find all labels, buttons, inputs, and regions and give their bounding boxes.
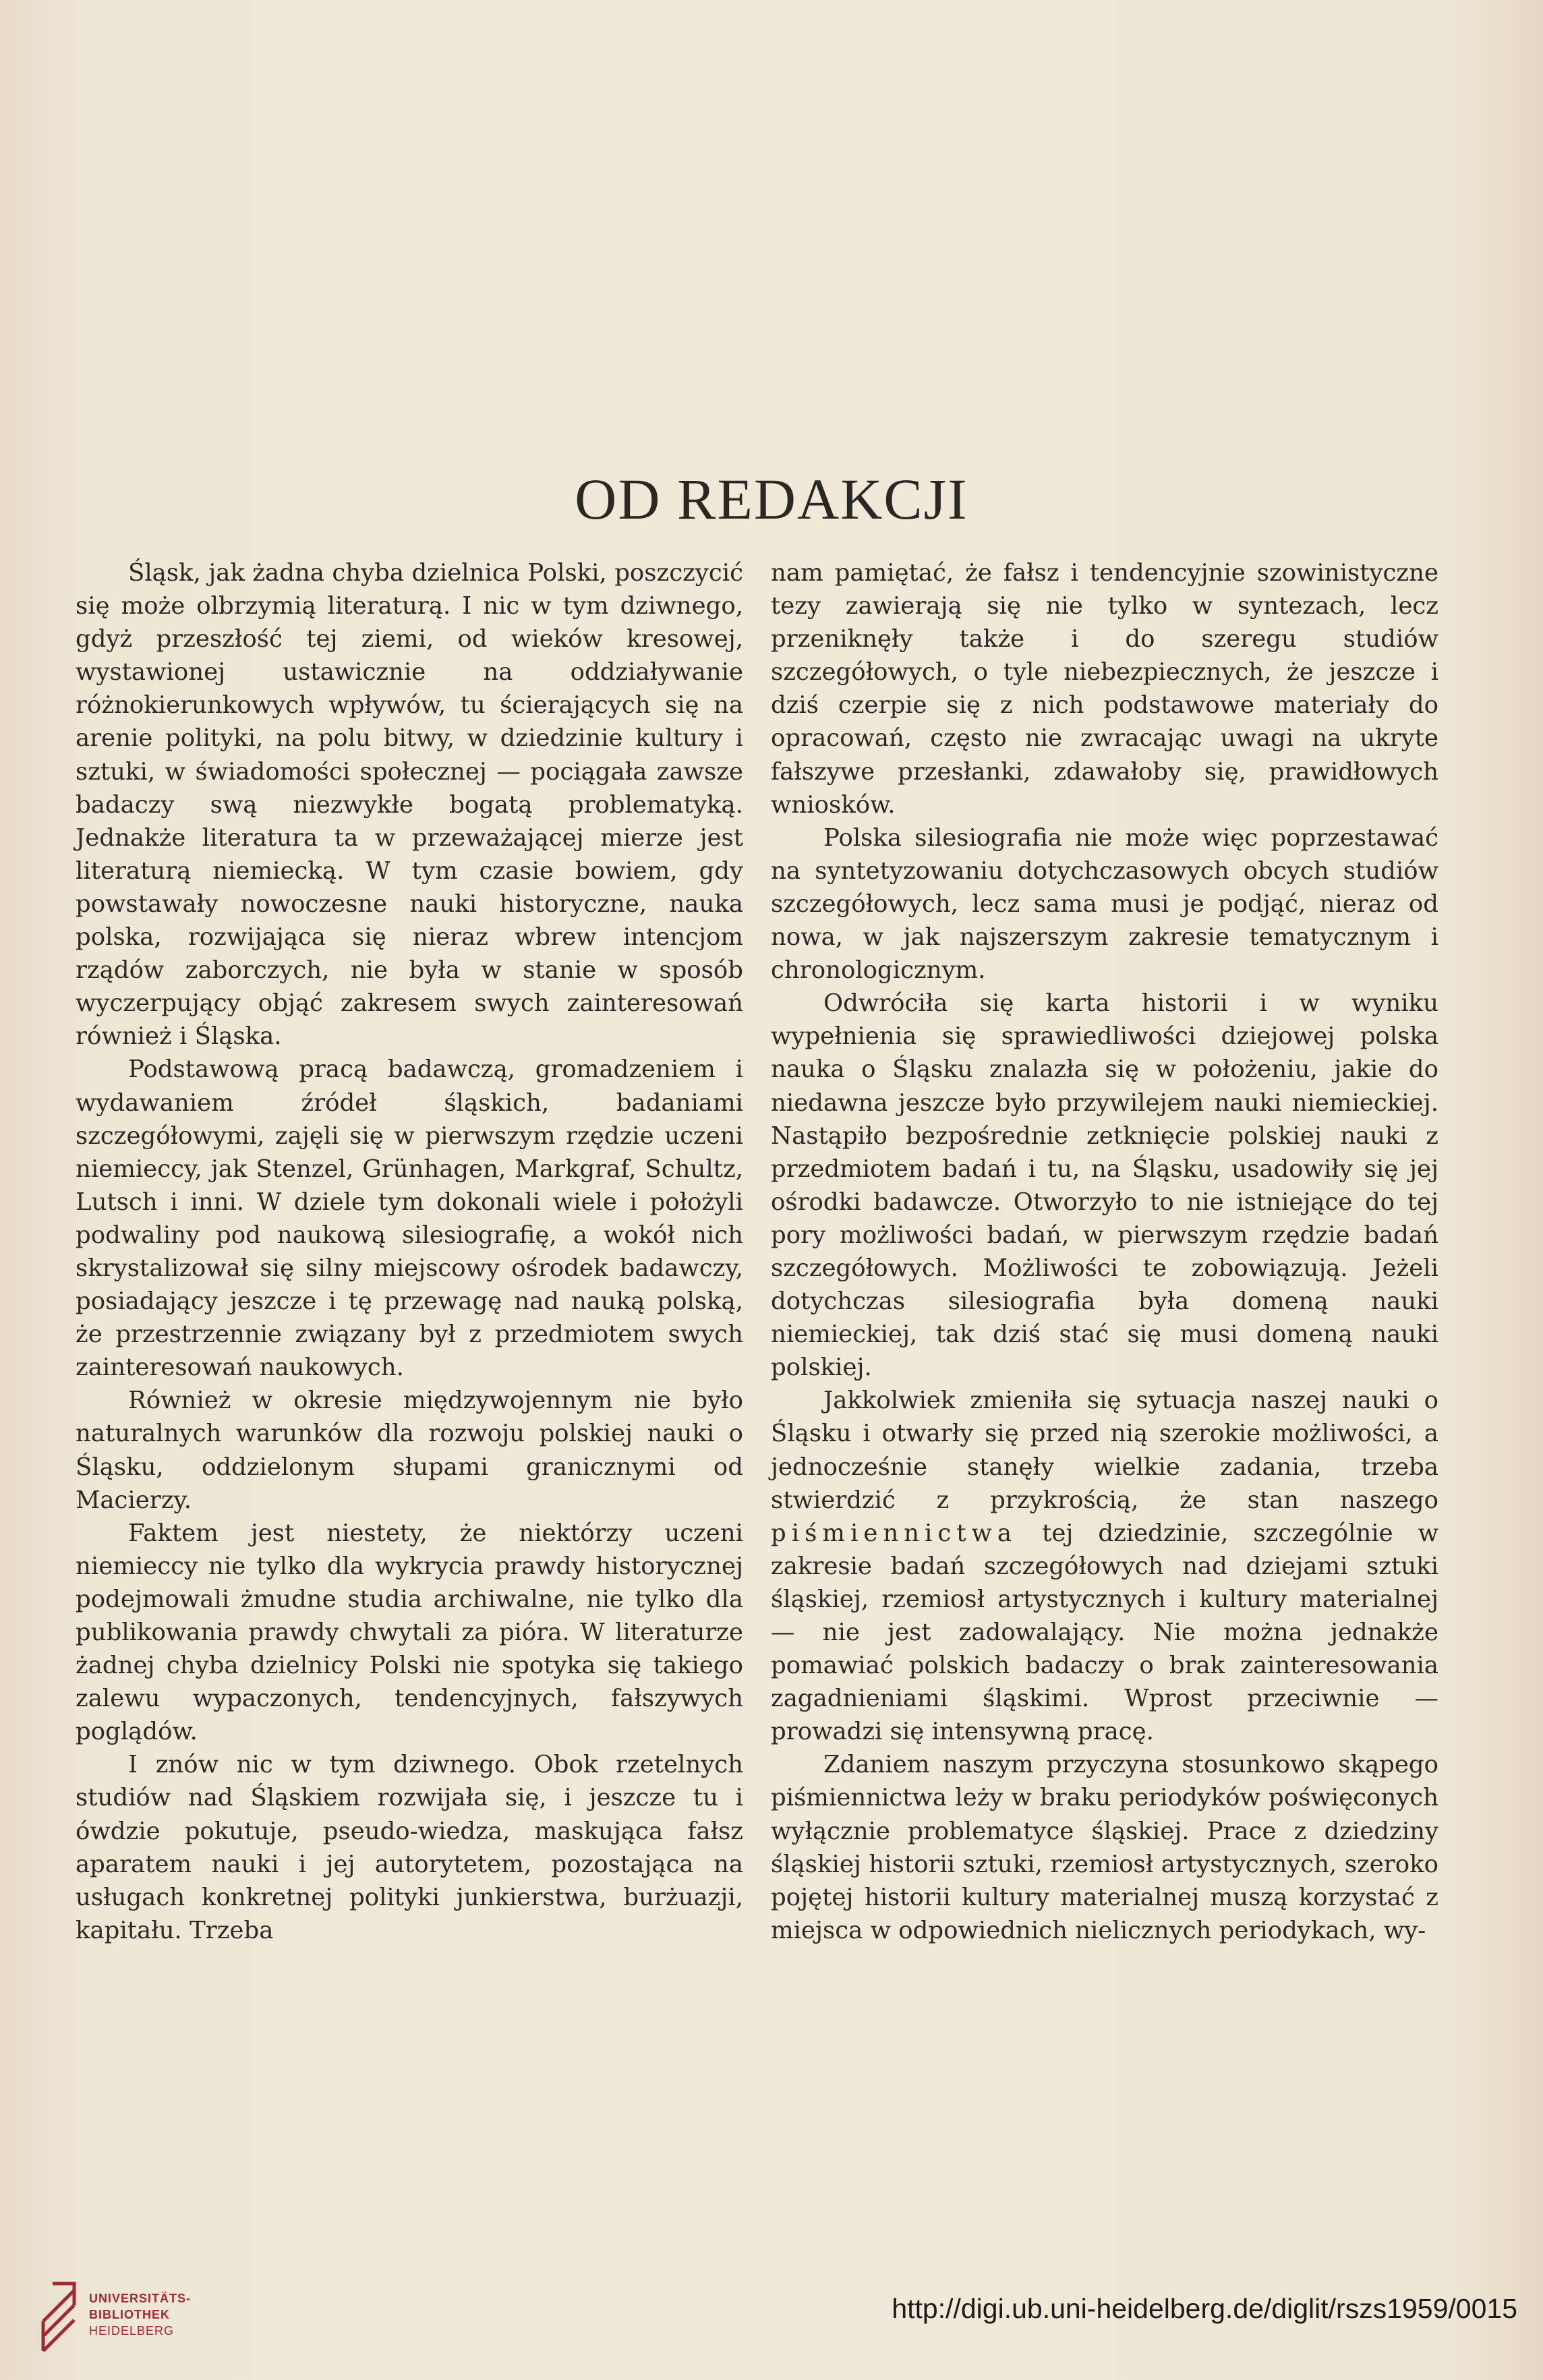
library-logo[interactable] xyxy=(39,2277,262,2364)
paragraph: Śląsk, jak żadna chyba dzielnica Polski, poszczycić się może olbrzymią literaturą. I nic w tym dziwnego, gdyż przeszłość tej ziemi, od wieków kresowej, wystawionej ustawicznie na oddziaływanie różnokierunkowych wpływów, tu ścierających się na arenie polityki, na polu bitwy, w dziedzinie kultury i sztuki, w świadomości społecznej — pociągała zawsze badaczy swą niezwykłe bogatą problematyką. Jednakże literatura ta w przeważającej mierze jest literaturą niemiecką. W tym czasie bowiem, gdy powstawały nowoczesne nauki historyczne, nauka polska, rozwijająca się nieraz wbrew intencjom rządów zaborczych, nie była w stanie w sposób wyczerpujący objąć zakresem swych zainteresowań również i Śląska. xyxy=(76,559,743,1051)
library-name-line: UNIVERSITÄTS- xyxy=(89,2292,192,2305)
paragraph: Również w okresie międzywojennym nie było naturalnych warunków dla rozwoju polskiej nauki o Śląsku, oddzielonym słupami granicznymi od Macierzy. xyxy=(76,1387,743,1514)
source-url-link[interactable]: http://digi.ub.uni-heidelberg.de/diglit/rszs1959/0015 xyxy=(892,2293,1517,2324)
paragraph: I znów nic w tym dziwnego. Obok rzetelnych studiów nad Śląskiem rozwijała się, i jeszcze tu i ówdzie pokutuje, pseudo-wiedza, maskująca fałsz aparatem nauki i jej autorytetem, pozostająca na usługach konkretnej polityki junkierstwa, burżuazji, kapitału. Trzeba xyxy=(76,1751,743,1944)
paragraph: Podstawową pracą badawczą, gromadzeniem i wydawaniem źródeł śląskich, badaniami szczegółowymi, zajęli się w pierwszym rzędzie uczeni niemieccy, jak Stenzel, Grünhagen, Markgraf, Schultz, Lutsch i inni. W dziele tym dokonali wiele i położyli podwaliny pod naukową silesiografię, a wokół nich skrystalizował się silny miejscowy ośrodek badawczy, posiadający jeszcze i tę przewagę nad nauką polską, że przestrzennie związany był z przedmiotem swych zainteresowań naukowych. xyxy=(76,1055,743,1382)
left-column xyxy=(76,556,743,1947)
paragraph: Faktem jest niestety, że niektórzy uczeni niemieccy nie tylko dla wykrycia prawdy historycznej podejmowali żmudne studia archiwalne, nie tylko dla publikowania prawdy chwytali za pióra. W literaturze żadnej chyba dzielnicy Polski nie spotyka się takiego zalewu wypaczonych, tendencyjnych, fałszywych poglądów. xyxy=(76,1519,743,1746)
paragraph: Polska silesiografia nie może więc poprzestawać na syntetyzowaniu dotychczasowych obcych studiów szczegółowych, lecz sama musi je podjąć, nieraz od nowa, w jak najszerszym zakresie tematycznym i chronologicznym. xyxy=(771,823,1438,985)
library-name-line: BIBLIOTHEK xyxy=(89,2308,170,2321)
paragraph xyxy=(771,1384,1438,1748)
paragraph-text: tej dziedzinie, szczególnie w zakresie badań szczegółowych nad dziejami sztuki śląskiej, rzemiosł artystycznych i kultury materialnej — nie jest zadowalający. Nie można jednakże pomawiać polskich badaczy o brak zainteresowania zagadnieniami śląskimi. Wprost przeciwnie — prowadzi się intensywną pracę. xyxy=(771,1519,1438,1746)
library-name-line: HEIDELBERG xyxy=(89,2324,175,2338)
spaced-word: piśmiennictwa xyxy=(771,1519,1018,1547)
library-name xyxy=(89,2290,191,2339)
right-column xyxy=(771,556,1438,1947)
paragraph-text: Jakkolwiek zmieniła się sytuacja naszej nauki o Śląsku i otwarły się przed nią szerokie możliwości, a jednocześnie stanęły wielkie zadania, trzeba stwierdzić z przykrością, że stan naszego xyxy=(771,1387,1438,1514)
library-logo-icon xyxy=(39,2277,78,2356)
paragraph: Odwróciła się karta historii i w wyniku wypełnienia się sprawiedliwości dziejowej polska nauka o Śląsku znalazła się w położeniu, jakie do niedawna jeszcze było przywilejem nauki niemieckiej. Nastąpiło bezpośrednie zetknięcie polskiej nauki z przedmiotem badań i tu, na Śląsku, usadowiły się jej ośrodki badawcze. Otworzyło to nie istniejące do tej pory możliwości badań, w pierwszym rzędzie badań szczegółowych. Możliwości te zobowiązują. Jeżeli dotychczas silesiografia była domeną nauki niemieckiej, tak dziś stać się musi domeną nauki polskiej. xyxy=(771,989,1438,1382)
paragraph: Zdaniem naszym przyczyna stosunkowo skąpego piśmiennictwa leży w braku periodyków poświęconych wyłącznie problematyce śląskiej. Prace z dziedziny śląskiej historii sztuki, rzemiosł artystycznych, szeroko pojętej historii kultury materialnej muszą korzystać z miejsca w odpowiednich nielicznych periodykach, wy- xyxy=(771,1751,1438,1944)
paragraph: nam pamiętać, że fałsz i tendencyjnie szowinistyczne tezy zawierają się nie tylko w syntezach, lecz przeniknęły także i do szeregu studiów szczegółowych, o tyle niebezpiecznych, że jeszcze i dziś czerpie się z nich podstawowe materiały do opracowań, często nie zwracając uwagi na ukryte fałszywe przesłanki, zdawałoby się, prawidłowych wniosków. xyxy=(771,559,1438,819)
page-title: OD REDAKCJI xyxy=(575,467,968,531)
